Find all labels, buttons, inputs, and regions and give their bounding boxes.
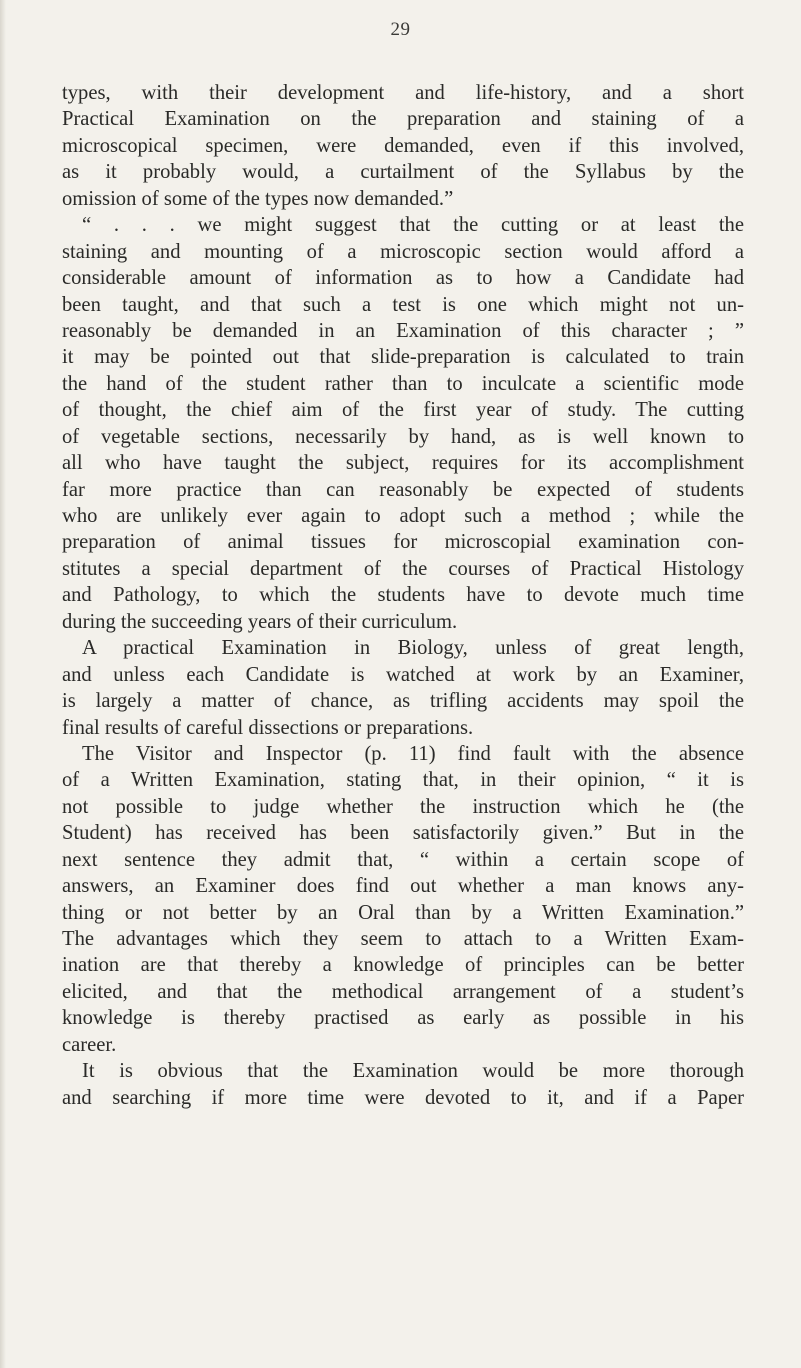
text-line: as it probably would, a curtailment of the Syllabus by the [62,161,744,184]
page-edge-shadow [0,0,6,1368]
text-line: reasonably be demanded in an Examination of this character ; ” [62,319,744,342]
text-line: all who have taught the subject, requires for its accomplishment [62,452,744,475]
text-line: It is obvious that the Examination would be more thorough [82,1060,744,1083]
text-line: been taught, and that such a test is one which might not un- [62,293,744,316]
text-line: far more practice than can reasonably be expected of students [62,478,744,501]
text-line: and unless each Candidate is watched at work by an Examiner, [62,663,744,686]
text-line: omission of some of the types now demanded.” [62,187,454,210]
text-line: preparation of animal tissues for microscopial examination con- [62,531,744,554]
text-line: The advantages which they seem to attach to a Written Exam- [62,928,744,950]
text-line: “ . . . we might suggest that the cutting or at least the [82,214,744,237]
text-line: of a Written Examination, stating that, in their opinion, “ it is [62,769,744,792]
text-line: the hand of the student rather than to inculcate a scientific mode [62,372,744,395]
text-line: ination are that thereby a knowledge of principles can be better [62,954,744,977]
text-line: next sentence they admit that, “ within a certain scope of [62,848,744,871]
page-number: 29 [390,19,411,40]
text-line: of thought, the chief aim of the first year of study. The cutting [62,399,744,422]
text-line: considerable amount of information as to how a Candidate had [62,267,744,290]
text-line: career. [62,1033,117,1056]
text-line: microscopical specimen, were demanded, even if this involved, [62,134,744,157]
text-line: and Pathology, to which the students have to devote much time [62,584,744,607]
body-text [62,80,744,1111]
text-line: Practical Examination on the preparation and staining of a [62,108,744,131]
text-line: during the succeeding years of their curriculum. [62,610,458,633]
text-line: who are unlikely ever again to adopt such a method ; while the [62,505,744,527]
text-line: types, with their development and life-history, and a short [62,82,744,104]
text-line: is largely a matter of chance, as trifling accidents may spoil the [62,690,744,713]
text-line: thing or not better by an Oral than by a Written Examination.” [62,901,744,924]
text-line: answers, an Examiner does find out whether a man knows any- [62,875,744,898]
text-line: it may be pointed out that slide-preparation is calculated to train [62,346,744,369]
text-line: stitutes a special department of the courses of Practical Histology [62,557,744,580]
text-line: The Visitor and Inspector (p. 11) find fault with the absence [82,742,744,765]
text-line: Student) has received has been satisfactorily given.” But in the [62,822,744,845]
text-line: not possible to judge whether the instruction which he (the [62,795,744,818]
text-line: A practical Examination in Biology, unless of great length, [82,637,744,660]
text-line: of vegetable sections, necessarily by hand, as is well known to [62,425,744,448]
text-line: final results of careful dissections or preparations. [62,716,474,739]
text-line: knowledge is thereby practised as early as possible in his [62,1007,744,1030]
text-line: elicited, and that the methodical arrangement of a student’s [62,980,744,1003]
text-line: and searching if more time were devoted to it, and if a Paper [62,1086,744,1109]
text-line: staining and mounting of a microscopic section would afford a [62,240,744,263]
